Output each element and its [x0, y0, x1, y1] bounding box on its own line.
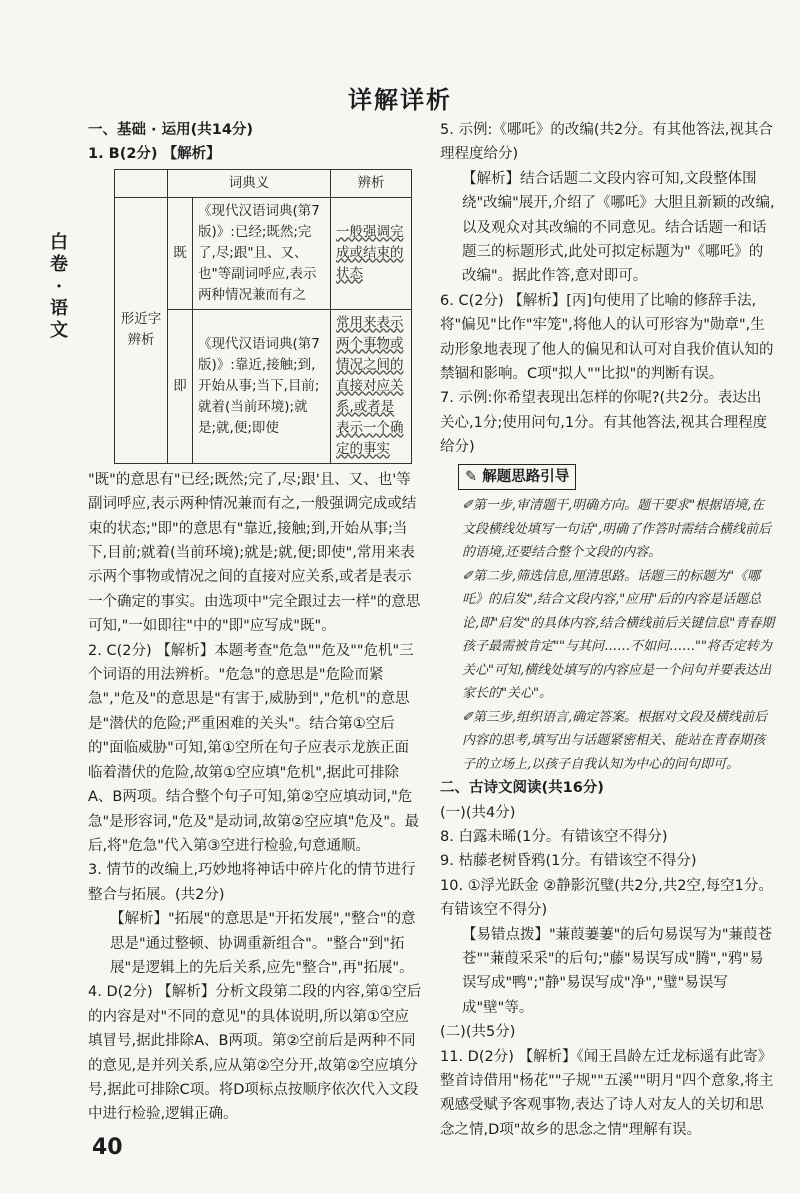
pen-icon: ✐ [462, 498, 473, 514]
table-char: 即 [168, 309, 193, 463]
comparison-table [114, 169, 412, 464]
pen-icon: ✐ [462, 709, 473, 725]
q3-answer: 3. 情节的改编上,巧妙地将神话中碎片化的情节进行整合与拓展。(共2分) [88, 862, 416, 903]
guide-title: 解题思路引导 [482, 468, 570, 485]
table-header-analysis: 辨析 [331, 169, 412, 197]
guide-step-3: ✐第三步,组织语言,确定答案。根据对文段及横线前后内容的思考,填写出与话题紧密相关、能站在青春期孩子的立场上,以孩子自我认知为中心的问句即可。 [462, 709, 768, 772]
guide-title-box [458, 464, 576, 490]
q10-explanation: 【易错点拨】"蒹葭萋萋"的后句易误写为"蒹葭苍苍""蒹葭采采"的后句;"藤"易误写成"腾","鸦"易误写成"鸭";"静"易误写成"净","璧"易误写成"壁"等。 [462, 926, 773, 1016]
q5-explanation: 【解析】结合话题二文段内容可知,文段整体围绕"改编"展开,介绍了《哪吒》大胆且新颖的改编,以及观众对其改编的不同意见。结合话题一和话题三的标题形式,此处可拟定标题为"《哪吒》的改编"。据此作答,意对即可。 [462, 170, 775, 285]
side-label-char: · [55, 276, 63, 297]
table-meaning: 《现代汉语词典(第7版)》:已经;既然;完了,尽;跟"且、又、也"等副词呼应,表示两种情况兼而有之 [193, 197, 331, 309]
side-label-char: 卷 [50, 254, 68, 275]
pen-icon: ✐ [462, 568, 473, 584]
q3-explanation: 【解析】"拓展"的意思是"开拓发展","整合"的意思是"通过整顿、协调重新组合"。"整合"到"拓展"是逻辑上的先后关系,应先"整合",再"拓展"。 [110, 911, 416, 976]
table-header-meaning: 词典义 [168, 169, 331, 197]
q4-answer: 4. D(2分) 【解析】分析文段第二段的内容,第①空后的内容是对"不同的意见"的具体说明,所以第①空应填冒号,据此排除A、B两项。第②空前后是两种不同的意见,是并列关系,应从第②空分开,故第②空应填分号,据此可排除C项。将D项标点按顺序依次代入文段中进行检验,逻辑正确。 [88, 984, 422, 1123]
side-label-char: 语 [50, 298, 68, 319]
guide-step-1: ✐第一步,审清题干,明确方向。题干要求"根据语境,在文段横线处填写一句话",明确了作答时需结合横线前后的语境,还要结合整个文段的内容。 [462, 498, 772, 561]
pencil-note-icon: ✎ [465, 468, 478, 485]
q11-answer: 11. D(2分) 【解析】《闻王昌龄左迁龙标遥有此寄》整首诗借用"杨花""子规""五溪""明月"四个意象,将主观感受赋予客观事物,表达了诗人对友人的关切和思念之情,D项"故乡的思念之情"理解有误。 [440, 1048, 774, 1138]
q9-answer: 9. 枯藤老树昏鸦(1分。有错该空不得分) [440, 853, 697, 870]
side-label [44, 232, 74, 342]
page-title: 详解详析 [348, 85, 452, 114]
q8-answer: 8. 白露未晞(1分。有错该空不得分) [440, 828, 668, 845]
subsection-header: (一)(共4分) [440, 804, 516, 821]
q10-answer: 10. ①浮光跃金 ②静影沉璧(共2分,共2空,每空1分。有错该空不得分) [440, 877, 773, 919]
q6-answer: 6. C(2分) 【解析】[丙]句使用了比喻的修辞手法,将"偏见"比作"牢笼",将他人的认可形容为"勋章",生动形象地表现了他人的偏见和认可对自我价值认知的禁锢和影响。C项"拟人""比拟"的判断有误。 [440, 292, 774, 383]
guide-step-2: ✐第二步,筛选信息,厘清思路。话题三的标题为"《哪吒》的启发",结合文段内容,"应用"后的内容是话题总论,即"启发"的具体内容,结合横线前后关键信息"青春期孩子最需被肯定""与其问……不如问……""将否定转为关心"可知,横线处填写的内容应是一个问句并要表达出家长的"关心"。 [462, 568, 775, 702]
side-label-char: 文 [50, 320, 68, 341]
q7-answer: 7. 示例:你希望表现出怎样的你呢?(共2分。表达出关心,1分;使用问句,1分。有其他答法,视其合理程度给分) [440, 390, 768, 456]
table-analysis: 常用来表示两个事物或情况之间的直接对应关系,或者是表示一个确定的事实 [331, 309, 412, 463]
page-number: 40 [92, 1135, 123, 1160]
table-analysis: 一般强调完成或结束的状态 [331, 197, 412, 309]
left-column [88, 118, 423, 1127]
q5-answer: 5. 示例:《哪吒》的改编(共2分。有其他答法,视其合理程度给分) [440, 122, 773, 163]
table-row-label: 形近字辨析 [115, 197, 168, 463]
q2-answer: 2. C(2分) 【解析】本题考查"危急""危及""危机"三个词语的用法辨析。"危急"的意思是"危险而紧急","危及"的意思是"有害于,威胁到","危机"的意思是"潜伏的危险;严重困难的关头"。结合第①空后的"面临威胁"可知,第①空所在句子应表示龙族正面临着潜伏的危险,故第①空应填"危机",据此可排除A、B两项。结合整个句子可知,第②空应填动词,"危急"是形容词,"危及"是动词,故第②空应填"危及"。最后,将"危急"代入第③空进行检验,句意通顺。 [88, 642, 420, 854]
section-header: 一、基础 · 运用(共14分) [88, 122, 254, 138]
table-meaning: 《现代汉语词典(第7版)》:靠近,接触;到,开始从事;当下,目前;就着(当前环境);就是;就,便;即使 [193, 309, 331, 463]
right-column [440, 118, 775, 1142]
q1-explanation: "既"的意思有"已经;既然;完了,尽;跟'且、又、也'等副词呼应,表示两种情况兼而有之,一般强调完成或结束的状态;"即"的意思有"靠近,接触;到,开始从事;当下,目前;就着(当前环境);就是;就,便;即使",常用来表示两个事物或情况之间的直接对应关系,或者是表示一个确定的事实。由选项中"完全跟过去一样"的意思可知,"一如即往"中的"即"应写成"既"。 [88, 471, 421, 635]
section-header: 二、古诗文阅读(共16分) [440, 780, 604, 797]
table-corner [115, 169, 168, 197]
side-label-char: 白 [50, 232, 68, 253]
table-char: 既 [168, 197, 193, 309]
q1-heading: 1. B(2分) 【解析】 [88, 146, 221, 163]
subsection-header: (二)(共5分) [440, 1024, 516, 1041]
